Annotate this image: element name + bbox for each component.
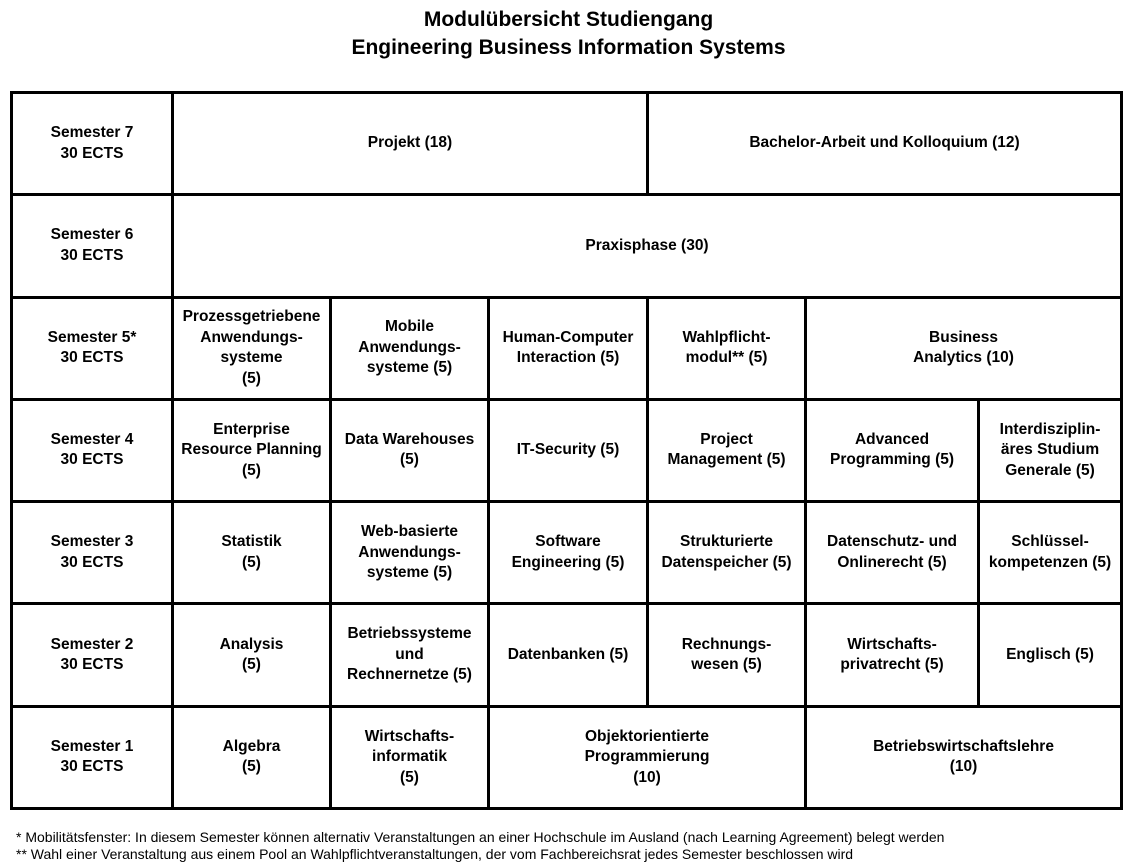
semester-label: Semester 7 30 ECTS xyxy=(12,93,173,195)
table-row-semester-1 xyxy=(12,706,1122,808)
table-row-semester-6 xyxy=(12,195,1122,297)
footnote-elective: ** Wahl einer Veranstaltung aus einem Pool an Wahlpflichtveranstaltungen, der vom Fachbereichsrat jedes Semester beschlossen wird xyxy=(16,846,854,862)
module-cell: Analysis (5) xyxy=(173,604,331,706)
semester-label: Semester 3 30 ECTS xyxy=(12,502,173,604)
semester-label: Semester 6 30 ECTS xyxy=(12,195,173,297)
module-cell: IT-Security (5) xyxy=(489,399,648,501)
table-row-semester-7 xyxy=(12,93,1122,195)
module-cell: Datenschutz- und Onlinerecht (5) xyxy=(806,502,979,604)
module-cell: Software Engineering (5) xyxy=(489,502,648,604)
page-subtitle: Engineering Business Information Systems xyxy=(351,36,786,59)
page-title: Modulübersicht Studiengang xyxy=(423,8,714,31)
module-cell: Business Analytics (10) xyxy=(806,297,1122,399)
semester-label: Semester 5* 30 ECTS xyxy=(12,297,173,399)
module-cell: Advanced Programming (5) xyxy=(806,399,979,501)
module-cell: Data Warehouses (5) xyxy=(331,399,489,501)
footnote-mobility-window: * Mobilitätsfenster: In diesem Semester können alternativ Veranstaltungen an einer Hochschule im Ausland (nach Learning Agreement) belegt werden xyxy=(16,829,945,845)
module-cell: Statistik (5) xyxy=(173,502,331,604)
module-cell: Project Management (5) xyxy=(648,399,806,501)
semester-label: Semester 4 30 ECTS xyxy=(12,399,173,501)
module-cell: Objektorientierte Programmierung (10) xyxy=(489,706,806,808)
module-cell: Bachelor-Arbeit und Kolloquium (12) xyxy=(648,93,1122,195)
module-cell: Rechnungs- wesen (5) xyxy=(648,604,806,706)
module-cell: Projekt (18) xyxy=(173,93,648,195)
module-cell: Web-basierte Anwendungs- systeme (5) xyxy=(331,502,489,604)
module-cell: Betriebswirtschaftslehre (10) xyxy=(806,706,1122,808)
module-cell: Wirtschafts- informatik (5) xyxy=(331,706,489,808)
table-row-semester-3 xyxy=(12,502,1122,604)
module-cell: Datenbanken (5) xyxy=(489,604,648,706)
module-cell: Enterprise Resource Planning (5) xyxy=(173,399,331,501)
module-cell: Wirtschafts- privatrecht (5) xyxy=(806,604,979,706)
table-row-semester-4 xyxy=(12,399,1122,501)
module-overview-table xyxy=(10,91,1123,810)
module-cell: Human-Computer Interaction (5) xyxy=(489,297,648,399)
module-cell: Strukturierte Datenspeicher (5) xyxy=(648,502,806,604)
module-cell: Wahlpflicht- modul** (5) xyxy=(648,297,806,399)
module-cell: Betriebssysteme und Rechnernetze (5) xyxy=(331,604,489,706)
module-cell: Interdisziplin- äres Studium Generale (5) xyxy=(979,399,1122,501)
module-cell: Englisch (5) xyxy=(979,604,1122,706)
module-cell: Algebra (5) xyxy=(173,706,331,808)
semester-label: Semester 2 30 ECTS xyxy=(12,604,173,706)
module-cell: Prozessgetriebene Anwendungs- systeme (5) xyxy=(173,297,331,399)
table-row-semester-5 xyxy=(12,297,1122,399)
module-cell: Schlüssel- kompetenzen (5) xyxy=(979,502,1122,604)
module-cell: Mobile Anwendungs- systeme (5) xyxy=(331,297,489,399)
module-cell: Praxisphase (30) xyxy=(173,195,1122,297)
semester-label: Semester 1 30 ECTS xyxy=(12,706,173,808)
table-row-semester-2 xyxy=(12,604,1122,706)
